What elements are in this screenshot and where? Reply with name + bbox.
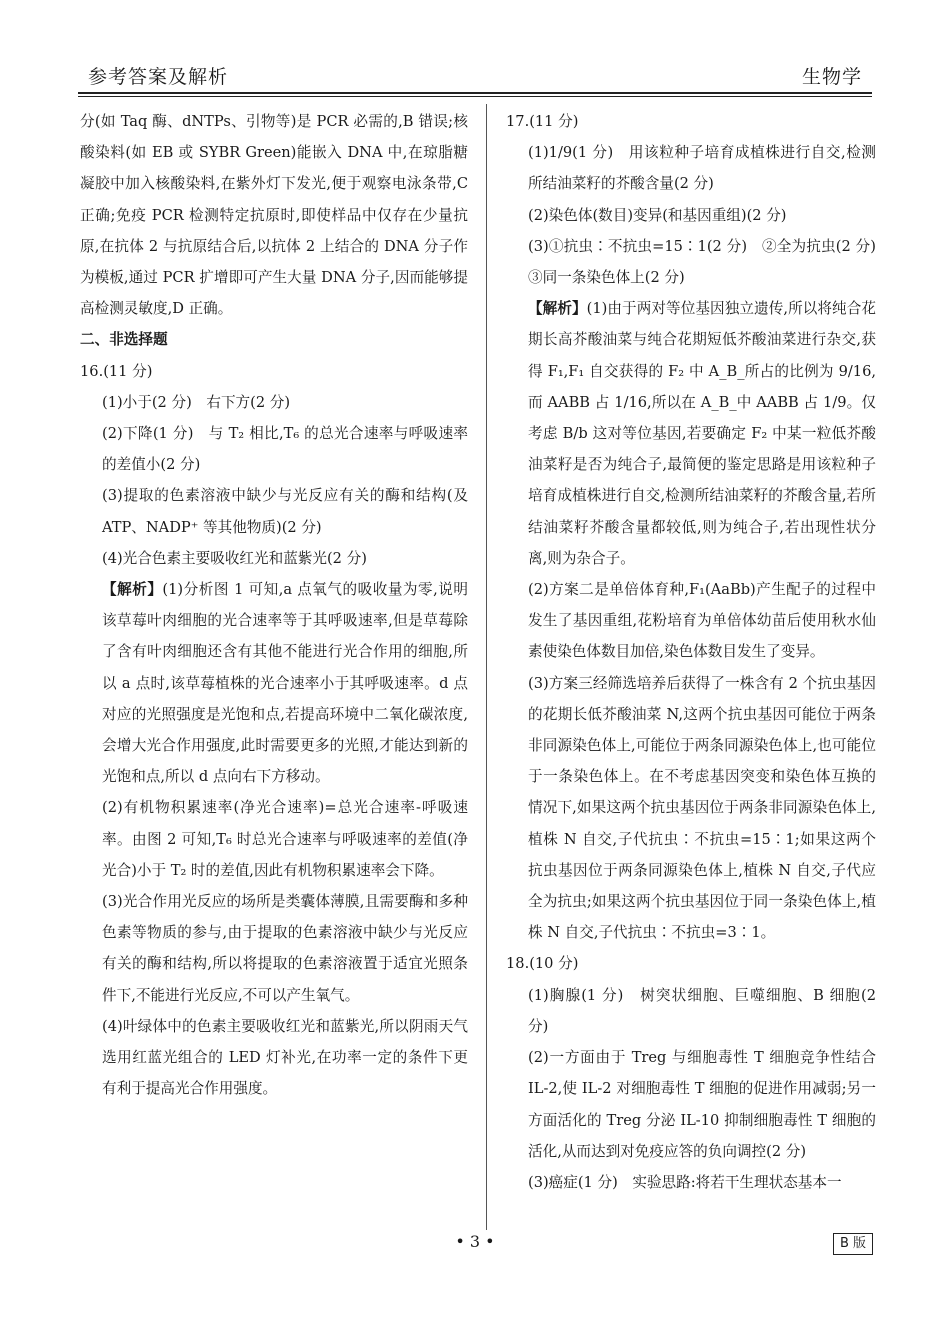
q18-answer-1: (1)胸腺(1 分) 树突状细胞、巨噬细胞、B 细胞(2 分) xyxy=(528,986,876,1035)
q17-analysis-2: (2)方案二是单倍体育种,F₁(AaBb)产生配子的过程中发生了基因重组,花粉培育为单倍体幼苗后使用秋水仙素使染色体数目加倍,染色体数目发生了变异。 xyxy=(528,581,876,661)
q16-analysis-3: (3)光合作用光反应的场所是类囊体薄膜,且需要酶和多种色素等物质的参与,由于提取的色素溶液中缺少与光反应有关的酶和结构,所以将提取的色素溶液置于适宜光照条件下,不能进行光反应,不可以产生氧气。 xyxy=(102,893,468,1004)
q17-analysis-3: (3)方案三经筛选培养后获得了一株含有 2 个抗虫基因的花期长低芥酸油菜 N,这两个抗虫基因可能位于两条非同源染色体上,可能位于两条同源染色体上,也可能位于一条染色体上。在不考虑基因突变和染色体互换的情况下,如果这两个抗虫基因位于两条非同源染色体上,植株 N 自交,子代抗虫∶不抗虫=15∶1;如果这两个抗虫基因位于两条同源染色体上,植株 N 自交,子代应全为抗虫;如果这两个抗虫基因位于同一条染色体上,植株 N 自交,子代抗虫∶不抗虫=3∶1。 xyxy=(528,674,876,942)
q16-answer-4: (4)光合色素主要吸收红光和蓝紫光(2 分) xyxy=(102,549,367,567)
q16-analysis-2: (2)有机物积累速率(净光合速率)=总光合速率-呼吸速率。由图 2 可知,T₆ 时总光合速率与呼吸速率的差值(净光合)小于 T₂ 时的差值,因此有机物积累速率会下降。 xyxy=(102,799,468,879)
q16-analysis-1-text: (1)分析图 1 可知,a 点氧气的吸收量为零,说明该草莓叶肉细胞的光合速率等于其呼吸速率,但是草莓除了含有叶肉细胞还含有其他不能进行光合作用的细胞,所以 a 点时,该草莓植株的光合速率小于其呼吸速率。d 点对应的光照强度是光饱和点,若提高环境中二氧化碳浓度,会增大光合作用强度,此时需要更多的光照,才能达到新的光饱和点,所以 d 点向右下方移动。 xyxy=(102,581,468,786)
q17-number: 17.(11 分) xyxy=(506,113,579,130)
q17-analysis-1-text: (1)由于两对等位基因独立遗传,所以将纯合花期长高芥酸油菜与纯合花期短低芥酸油菜进行杂交,获得 F₁,F₁ 自交获得的 F₂ 中 A_B_所占的比例为 9/16,而 AABB 占 1/16,所以在 A_B_中 AABB 占 1/9。仅考虑 B/b 这对等位基因,若要确定 F₂ 中某一粒低芥酸油菜籽是否为纯合子,最简便的鉴定思路是用该粒种子培育成植株进行自交,检测所结油菜籽的芥酸含量,若所结油菜籽芥酸含量都较低,则为纯合子,若出现性状分离,则为杂合子。 xyxy=(528,300,876,567)
q18-number: 18.(10 分) xyxy=(506,955,579,973)
left-column xyxy=(80,106,468,1105)
page-number: • 3 • xyxy=(455,1232,495,1251)
header-rule-thick xyxy=(78,92,872,94)
q16-analysis-4: (4)叶绿体中的色素主要吸收红光和蓝紫光,所以阴雨天气选用红蓝光组合的 LED 灯补光,在功率一定的条件下更有利于提高光合作用强度。 xyxy=(102,1017,468,1098)
q18-answer-3: (3)癌症(1 分) 实验思路:将若干生理状态基本一 xyxy=(528,1173,842,1191)
header-right-title: 生物学 xyxy=(801,66,862,88)
q17-answer-3: (3)①抗虫∶不抗虫=15∶1(2 分) ②全为抗虫(2 分) ③同一条染色体上(2 分) xyxy=(528,237,891,287)
q17-analysis-1 xyxy=(506,293,876,574)
version-badge: B 版 xyxy=(833,1233,873,1255)
q16-answer-2: (2)下降(1 分) 与 T₂ 相比,T₆ 的总光合速率与呼吸速率的差值小(2 分) xyxy=(102,425,468,474)
section-heading: 二、非选择题 xyxy=(80,331,168,349)
right-column xyxy=(506,106,891,1198)
q16-analysis-label: 【解析】 xyxy=(102,581,163,599)
q17-answer-1: (1)1/9(1 分) 用该粒种子培育成植株进行自交,检测所结油菜籽的芥酸含量(2 分) xyxy=(528,144,876,193)
header-left-title: 参考答案及解析 xyxy=(88,66,229,88)
q16-analysis-1 xyxy=(80,574,468,792)
column-divider xyxy=(486,104,487,1230)
q17-analysis-label: 【解析】 xyxy=(528,300,587,318)
q18-answer-2: (2)一方面由于 Treg 与细胞毒性 T 细胞竞争性结合 IL-2,使 IL-2 对细胞毒性 T 细胞的促进作用减弱;另一方面活化的 Treg 分泌 IL-10 抑制细胞毒性 T 细胞的活化,从而达到对免疫应答的负向调控(2 分) xyxy=(528,1049,876,1160)
header-rule-thin xyxy=(78,96,872,97)
q16-answer-1: (1)小于(2 分) 右下方(2 分) xyxy=(102,393,291,411)
page-header xyxy=(78,58,872,92)
q16-number: 16.(11 分) xyxy=(80,362,153,380)
continuation-paragraph: 分(如 Taq 酶、dNTPs、引物等)是 PCR 必需的,B 错误;核酸染料(如 EB 或 SYBR Green)能嵌入 DNA 中,在琼脂糖凝胶中加入核酸染料,在紫外灯下发光,便于观察电泳条带,C 正确;免疫 PCR 检测特定抗原时,即使样品中仅存在少量抗原,在抗体 2 与抗原结合后,以抗体 2 上结合的 DNA 分子作为模板,通过 PCR 扩增即可产生大量 DNA 分子,因而能够提高检测灵敏度,D 正确。 xyxy=(80,113,468,318)
q17-answer-2: (2)染色体(数目)变异(和基因重组)(2 分) xyxy=(528,206,787,224)
q16-answer-3: (3)提取的色素溶液中缺少与光反应有关的酶和结构(及 ATP、NADP⁺ 等其他物质)(2 分) xyxy=(102,487,468,536)
